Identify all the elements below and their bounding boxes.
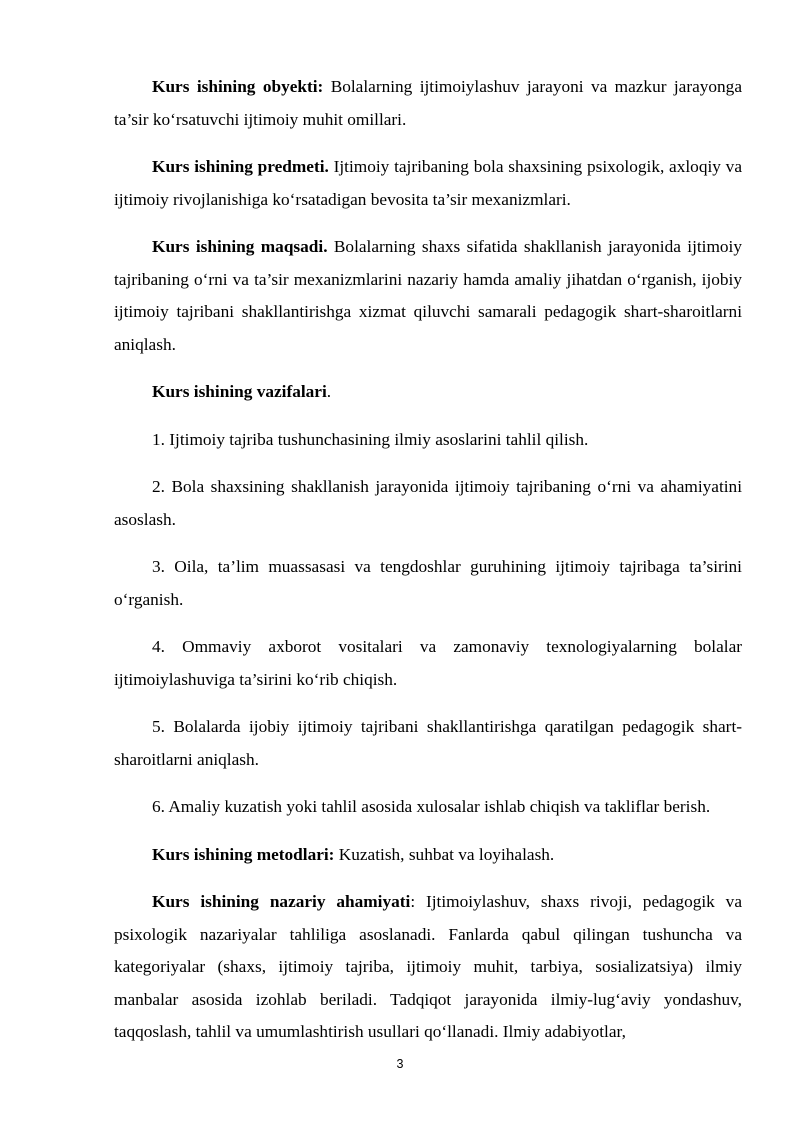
paragraph-label: Kurs ishining nazariy ahamiyati	[152, 892, 411, 911]
task-item-5	[114, 711, 742, 776]
paragraph-text: Kuzatish, suhbat va loyihalash.	[334, 844, 555, 864]
paragraph-theoretical-significance	[114, 886, 742, 1049]
paragraph-label: Kurs ishining obyekti:	[152, 77, 324, 96]
paragraph-goal	[114, 231, 742, 361]
paragraph-text: Bolalarning shaxs sifatida shakllanish jarayonida ijtimoiy tajribaning o‘rni va ta’sir mexanizmlarini nazariy hamda amaliy jihatdan o‘rganish, ijobiy ijtimoiy tajribani shakllantirishga xizmat qiluvchi samarali pedagogik shart-sharoitlarni aniqlash.	[114, 237, 742, 354]
paragraph-label: Kurs ishining vazifalari	[152, 382, 327, 401]
paragraph-text: 5. Bolalarda ijobiy ijtimoiy tajribani shakllantirishga qaratilgan pedagogik shart-sharoitlarni aniqlash.	[114, 717, 742, 769]
paragraph-label: Kurs ishining predmeti.	[152, 157, 329, 176]
task-item-4	[114, 631, 742, 696]
task-item-3	[114, 551, 742, 616]
paragraph-text: 2. Bola shaxsining shakllanish jarayonida ijtimoiy tajribaning o‘rni va ahamiyatini asoslash.	[114, 477, 742, 529]
paragraph-text: 3. Oila, ta’lim muassasasi va tengdoshlar guruhining ijtimoiy tajribaga ta’sirini o‘rganish.	[114, 557, 742, 609]
paragraph-text: 6. Amaliy kuzatish yoki tahlil asosida xulosalar ishlab chiqish va takliflar berish.	[152, 797, 711, 816]
paragraph-label: Kurs ishining maqsadi.	[152, 237, 328, 256]
paragraph-text: Ijtimoiy tajribaning bola shaxsining psixologik, axloqiy va ijtimoiy rivojlanishiga ko‘rsatadigan bevosita ta’sir mexanizmlari.	[114, 157, 742, 209]
paragraph-subject	[114, 151, 742, 216]
page-number: 3	[396, 1057, 404, 1071]
task-item-2	[114, 471, 742, 536]
paragraph-text: Bolalarning ijtimoiylashuv jarayoni va mazkur jarayonga ta’sir ko‘rsatuvchi ijtimoiy muhit omillari.	[114, 77, 742, 129]
task-item-1	[114, 424, 742, 457]
paragraph-text: 4. Ommaviy axborot vositalari va zamonaviy texnologiyalarning bolalar ijtimoiylashuviga ta’sirini ko‘rib chiqish.	[114, 637, 742, 689]
document-body	[114, 71, 742, 1064]
paragraph-text: : Ijtimoiylashuv, shaxs rivoji, pedagogik va psixologik nazariyalar tahliliga asoslanadi. Fanlarda qabul qilingan tushuncha va kategoriyalar (shaxs, ijtimoiy tajriba, ijtimoiy muhit, tarbiya, sosializatsiya) ilmiy manbalar asosida izohlab beriladi. Tadqiqot jarayonida ilmiy-lug‘aviy yondashuv, taqqoslash, tahlil va umumlashtirish usullari qo‘llanadi. Ilmiy adabiyotlar,	[114, 892, 742, 1041]
task-item-6	[114, 791, 742, 824]
paragraph-object	[114, 71, 742, 136]
paragraph-text: 1. Ijtimoiy tajriba tushunchasining ilmiy asoslarini tahlil qilish.	[152, 429, 589, 449]
paragraph-text: .	[326, 382, 332, 401]
paragraph-methods	[114, 839, 742, 872]
paragraph-tasks-heading	[114, 376, 742, 409]
paragraph-label: Kurs ishining metodlari:	[152, 844, 335, 864]
